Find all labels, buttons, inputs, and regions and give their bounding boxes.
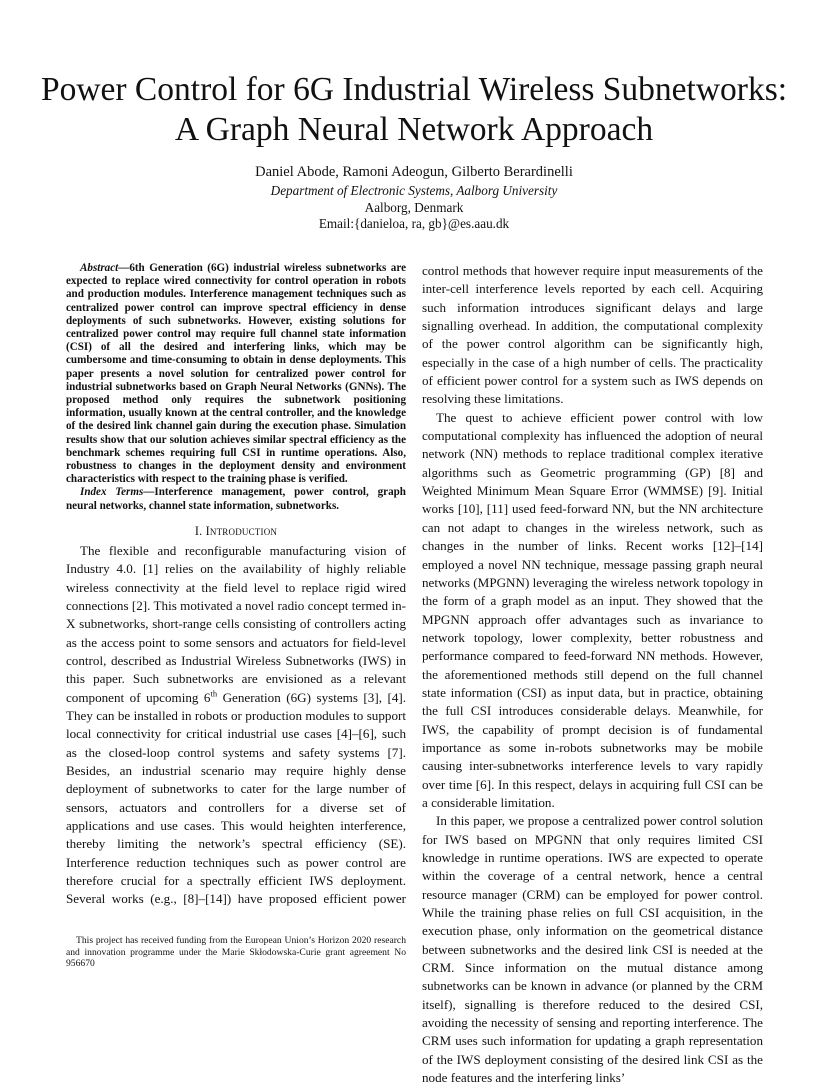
- funding-footnote: This project has received funding from the European Union’s Horizon 2020 research and innovation programme under the Marie Skłodowska-Curie grant agreement No 956670: [66, 935, 406, 970]
- intro-paragraph-1: [66, 542, 406, 909]
- section-heading: [66, 523, 406, 539]
- abstract-label: Abstract: [80, 262, 119, 274]
- index-terms-dash: —: [143, 486, 155, 499]
- right-column: [422, 262, 763, 1087]
- intro-p1-part-b: Generation (6G) systems [3], [4]. They can be installed in robots or production modules to support local connectivity for critical industrial use cases [4]–[6], such as the closed-loop control systems and safety systems [7]. Besides, an industrial scenario may require highly dense deployment of subnetworks to cater for the large number of sensors, actuators and controllers for a diverse set of applications and use cases. This would heighten interference, thereby limiting the network’s spectral efficiency (SE). Interference reduction techniques such as power control are therefore crucial for a spectrally efficient IWS deployment. Several works (e.g., [8]–[14]) have proposed efficient power: [66, 689, 407, 907]
- section-number: I.: [194, 523, 203, 538]
- intro-paragraph-1-continued: control methods that however require input measurements of the inter-cell interference levels reported by each cell. Acquiring such information introduces significant delays and large signalling overhead. In addition, the computational complexity of the power control algorithm can be significantly high, especially in the case of a high number of cells. The practicality of efficient power control for a system such as IWS depends on resolving these limitations.: [422, 263, 763, 407]
- index-terms-text: Interference management, power control, graph neural networks, channel state information, subnetworks.: [66, 486, 406, 512]
- abstract-dash: —: [118, 262, 130, 274]
- paper-title: Power Control for 6G Industrial Wireless Subnetworks: A Graph Neural Network Approach: [40, 71, 788, 148]
- section-title: Introduction: [205, 523, 278, 538]
- superscript-th: th: [210, 688, 218, 699]
- left-column: [66, 262, 406, 909]
- index-terms: [66, 486, 406, 512]
- affiliation: Department of Electronic Systems, Aalborg University: [270, 183, 558, 198]
- index-terms-label: Index Terms: [80, 486, 144, 499]
- author-email: Email:{danieloa, ra, gb}@es.aau.dk: [318, 216, 510, 231]
- intro-paragraph-2: The quest to achieve efficient power control with low computational complexity has influenced the adoption of neural network (NN) methods to replace traditional complex iterative algorithms such as Geometric programming (GP) [8] and Weighted Minimum Mean Square Error (WMMSE) [9]. Initial works [10], [11] used feed-forward NN, but the NN architecture can not adapt to changes in the wireless network, such as changes in the number of links. Recent works [12]–[14] employed a novel NN technique, message passing graph neural networks (MPGNN) leveraging the wireless network topology in the form of a graph model as an input. They showed that the MPGNN approach offer advantages such as invariance to network topology, lower complexity, better robustness and performance compared to feed-forward NN methods. However, the aforementioned methods still depend on the full channel state information (CSI) as input data, but in practice, obtaining the full CSI introduces considerable delays. Meanwhile, for IWS, the capability of prompt decision is of fundamental importance as some in-robots subnetworks may be mobile causing inter-subnetworks interference levels to vary rapidly over time [6]. In this respect, delays in acquiring full CSI can be a considerable limitation.: [422, 409, 763, 810]
- abstract-text: 6th Generation (6G) industrial wireless subnetworks are expected to replace wired connectivity for control operation in robots and production modules. Interference management techniques such as centralized power control can improve spectral efficiency in dense deployments of such subnetworks. However, existing solutions for centralized power control may require full channel state information (CSI) of all the desired and interfering links, which may be cumbersome and time-consuming to obtain in dense deployments. This paper presents a novel solution for centralized power control for industrial subnetworks based on Graph Neural Networks (GNNs). The proposed method only requires the subnetwork positioning information, usually known at the central controller, and the knowledge of the desired link channel gain during the execution phase. Simulation results show that our solution achieves similar spectral efficiency as the benchmark schemes requiring full CSI in runtime operations. Also, robustness to changes in the deployment density and environment characteristics with respect to the training phase is verified.: [66, 262, 406, 486]
- intro-p1-part-a: The flexible and reconfigurable manufacturing vision of Industry 4.0. [1] relies on the availability of highly reliable wireless connectivity at the field level to replace rigid wired connections [2]. This motivated a novel radio concept termed in-X subnetworks, short-range cells consisting of controllers acting as the access point to some sensors and actuators for field-level control, described as Industrial Wireless Subnetworks (IWS) in this paper. Such subnetworks are envisioned as a relevant component of upcoming 6: [66, 542, 406, 705]
- abstract: [66, 262, 406, 486]
- author-location: Aalborg, Denmark: [364, 200, 464, 215]
- author-list: Daniel Abode, Ramoni Adeogun, Gilberto Berardinelli: [255, 164, 573, 180]
- intro-paragraph-3: In this paper, we propose a centralized power control solution for IWS based on MPGNN that only requires limited CSI knowledge in runtime operations. IWS are expected to operate within the coverage of a central network, hence a central resource manager (CRM) can be employed for power control. While the training phase relies on full CSI acquisition, in the execution phase, only information on the geometrical distance between subnetworks and the desired link CSI is needed at the CRM. Since information on the mutual distance among subnetworks can be known in advance (or planned by the CRM itself), signalling is therefore reduced to the desired CSI, avoiding the necessity of sensing and reporting interference. The CRM uses such information for updating a graph representation of the IWS deployment consisting of the desired link CSI as the node features and the interfering links’: [422, 813, 763, 1086]
